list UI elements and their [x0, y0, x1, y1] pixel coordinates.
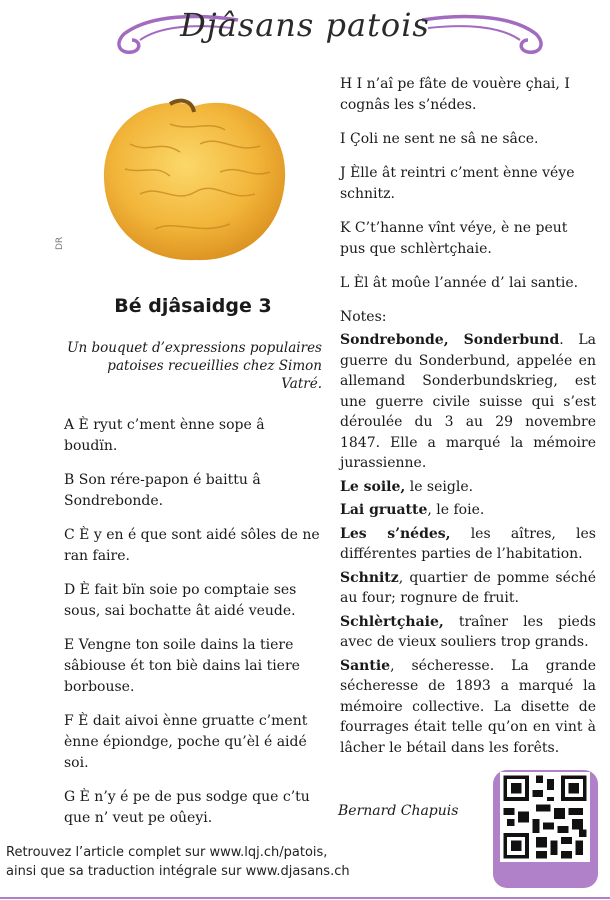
note-text: les aîtres, les différentes parties de l’habitation. [340, 525, 596, 562]
saying: G È n’y é pe de pus sodge que c’tu que n’ veut pe oûeyi. [64, 789, 310, 826]
note-text: , le foie. [427, 502, 485, 518]
photo-credit: DR [55, 236, 65, 250]
saying: H I n’aî pe fâte de vouère çhai, I cognâs les s’nédes. [340, 76, 570, 113]
note [340, 500, 596, 521]
note [340, 568, 596, 609]
header-title: Djâsans patois [180, 6, 430, 44]
saying: I Çoli ne sent ne sâ ne sâce. [340, 131, 539, 147]
article-lead: Un bouquet d’expressions populaires patoises recueillies chez Simon Vatré. [67, 340, 322, 392]
bottom-rule [0, 897, 610, 899]
note-term: Les s’nédes, [340, 525, 451, 542]
left-column [64, 295, 322, 842]
saying: K C’t’hanne vînt véye, è ne peut pus que schlèrtçhaie. [340, 220, 568, 257]
header [0, 0, 610, 70]
note-text: , quartier de pomme séché au four; rognure de fruit. [340, 569, 596, 606]
saying: L Èl ât moûe l’année d’ lai santie. [340, 275, 579, 291]
note [340, 656, 596, 759]
note-text: traîner les pieds avec de vieux souliers trop grands. [340, 613, 596, 650]
note-term: Sondrebonde, Sonderbund [340, 332, 560, 348]
qr-code-icon[interactable] [500, 772, 590, 862]
footer-line-1: Retrouvez l’article complet sur www.lqj.ch/patois, [6, 845, 328, 860]
note [340, 612, 596, 653]
note [340, 477, 596, 498]
saying: D È fait bïn soie po comptaie ses sous, sai bochatte ât aidé veude. [64, 582, 297, 619]
saying: C È y en é que sont aidé sôles de ne ran faire. [64, 527, 320, 564]
note-term: Schnitz [340, 569, 399, 586]
note [340, 330, 596, 474]
notes-heading: Notes: [340, 309, 387, 325]
saying: F È dait aivoi ènne gruatte c’ment ènne épiondge, poche qu’èl é aidé soi. [64, 713, 308, 771]
author-signature: Bernard Chapuis [338, 803, 459, 819]
note-term: Lai gruatte [340, 502, 428, 518]
saying: B Son rére-papon é baittu â Sondrebonde. [64, 472, 261, 509]
note-term: Le soile, [340, 478, 406, 495]
note-term: Santie [340, 657, 391, 674]
saying: A È ryut c’ment ènne sope â boudïn. [64, 417, 265, 454]
note-text: le seigle. [405, 478, 474, 495]
right-column [340, 74, 596, 761]
note-term: Schlèrtçhaie, [340, 613, 444, 630]
note [340, 524, 596, 565]
article-title: Bé djâsaidge 3 [114, 295, 272, 317]
note-text: . La guerre du Sonderbund, appelée en allemand Sonderbundskrieg, est une guerre civile suisse qui s’est déroulée du 3 au 29 novembre 1847. Elle a marqué la mémoire jurassienne. [340, 332, 596, 471]
saying: J Èlle ât reintri c’ment ènne véye schnitz. [340, 165, 575, 202]
footer [6, 843, 350, 881]
footer-line-2: ainsi que sa traduction intégrale sur www.djasans.ch [6, 864, 350, 879]
apple-illustration [100, 84, 290, 264]
saying: E Vengne ton soile dains la tiere sâbiouse ét ton biè dains lai tiere borbouse. [64, 637, 300, 695]
note-text: , sécheresse. La grande sécheresse de 1893 a marqué la mémoire collective. La disette de fourrages était telle qu’on en vint à lâcher le bétail dans les forêts. [340, 657, 596, 756]
